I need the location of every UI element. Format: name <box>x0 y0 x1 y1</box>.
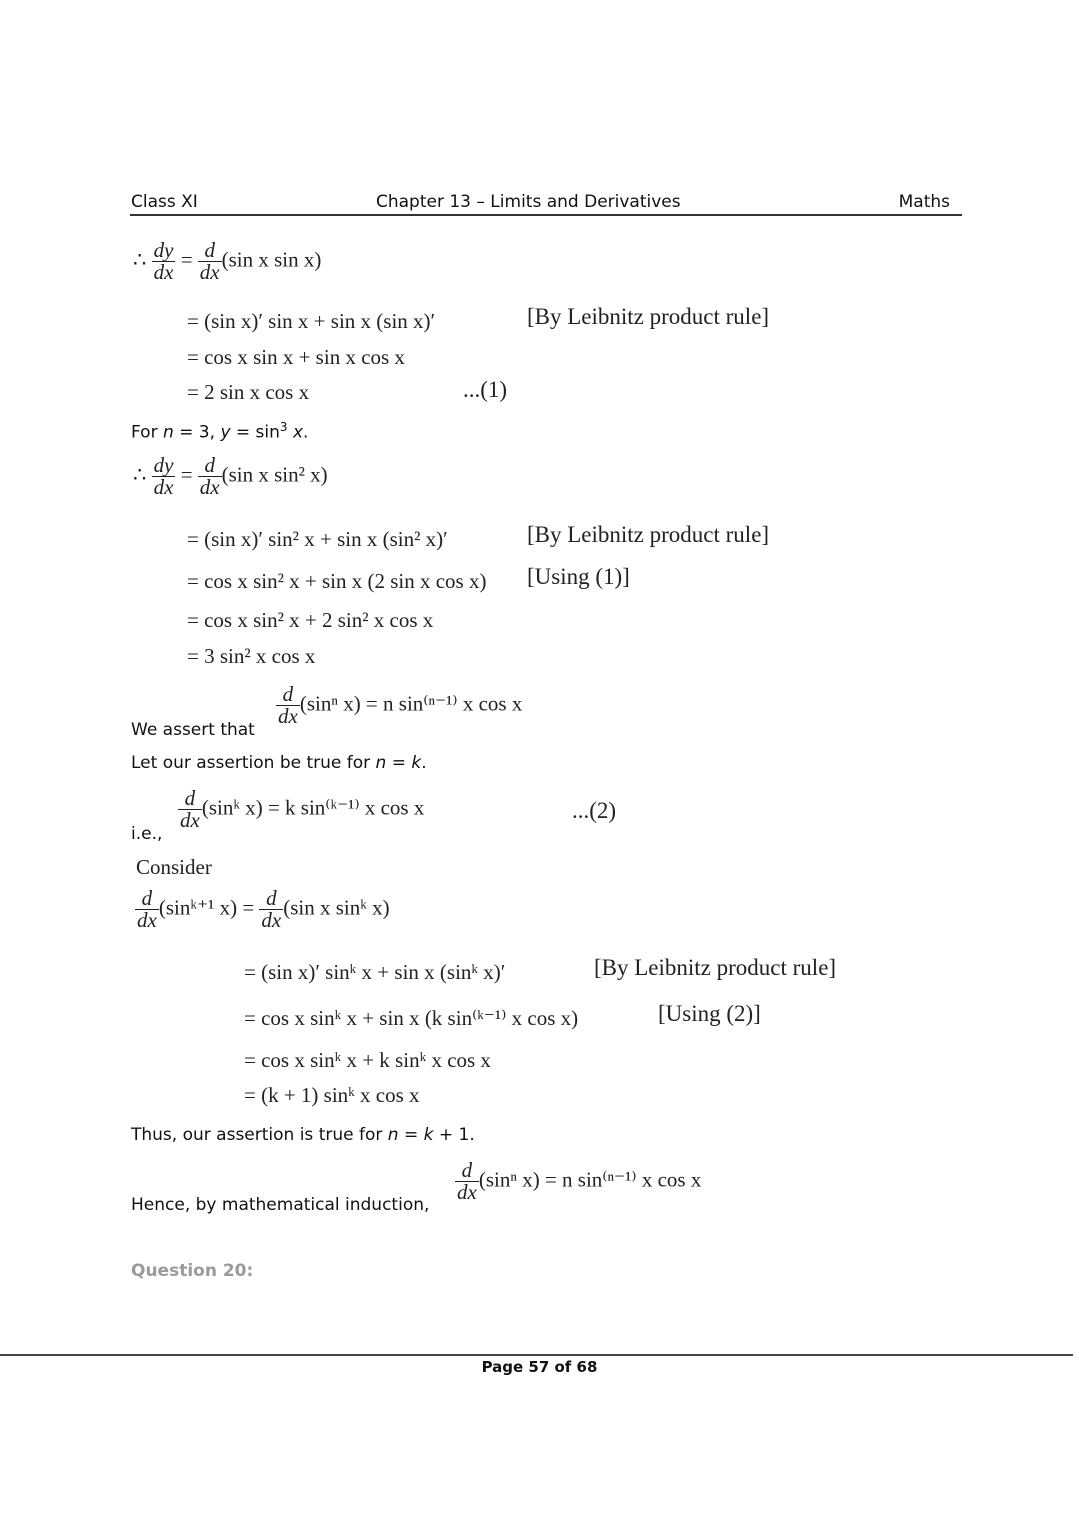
question-heading: Question 20: <box>131 1261 254 1281</box>
consider-label: Consider <box>136 855 212 879</box>
header-class: Class XI <box>131 192 198 212</box>
equation-tag-2: ...(2) <box>572 798 617 823</box>
n3-statement: For n = 3, $y = \sin^3 x$. <box>131 420 309 443</box>
therefore-symbol: ∴ <box>133 247 147 272</box>
conclusion-statement: Thus, our assertion is true for n = k + 1. <box>131 1125 475 1145</box>
consider-first-line: $\frac{d}{dx}$ (sinᵏ⁺¹ x) = $\frac{d}{dx}$ (sin x sinᵏ x) <box>137 886 390 932</box>
assert-label: We assert that <box>131 720 255 740</box>
hence-label: Hence, by mathematical induction, <box>131 1195 430 1215</box>
footer-divider <box>0 1354 1073 1356</box>
ie-formula: $\frac{d}{dx}$ (sinᵏ x) = k sin⁽ᵏ⁻¹⁾ x cos x <box>180 786 425 832</box>
consider-step4: = (k + 1) sinᵏ x cos x <box>244 1083 420 1107</box>
block1-step2: = cos x sin x + sin x cos x <box>187 345 405 369</box>
consider-step3: = cos x sinᵏ x + k sinᵏ x cos x <box>244 1048 491 1072</box>
block2-note-leibnitz: [By Leibnitz product rule] <box>527 522 770 547</box>
block1-first-line: ∴ $\frac{dy}{dx}$ = $\frac{d}{dx}$ (sin x sin x) <box>133 238 322 284</box>
header-subject: Maths <box>898 192 950 212</box>
fraction-dy-dx: $\frac{dy}{dx}$ <box>153 238 174 284</box>
block1-step1: = (sin x)′ sin x + sin x (sin x)′ <box>187 309 436 333</box>
assumption-statement: Let our assertion be true for n = k. <box>131 753 427 773</box>
page-header <box>130 192 962 216</box>
equation-tag-1: ...(1) <box>463 377 508 402</box>
consider-note-using2: [Using (2)] <box>658 1001 761 1026</box>
block2-step1: = (sin x)′ sin² x + sin x (sin² x)′ <box>187 527 448 551</box>
block2-first-line: ∴ $\frac{dy}{dx}$ = $\frac{d}{dx}$ (sin x sin² x) <box>133 453 328 499</box>
page-number: Page 57 of 68 <box>481 1358 598 1376</box>
block1-note-leibnitz: [By Leibnitz product rule] <box>527 304 770 329</box>
block2-expression: (sin x sin² x) <box>221 462 328 487</box>
hence-formula: $\frac{d}{dx}$ (sinⁿ x) = n sin⁽ⁿ⁻¹⁾ x cos x <box>457 1158 702 1204</box>
consider-note-leibnitz: [By Leibnitz product rule] <box>594 955 837 980</box>
block1-step3: = 2 sin x cos x <box>187 380 310 404</box>
block2-note-using1: [Using (1)] <box>527 564 630 589</box>
consider-step1: = (sin x)′ sinᵏ x + sin x (sinᵏ x)′ <box>244 960 506 984</box>
fraction-d-dx: $\frac{d}{dx}$ <box>199 453 220 499</box>
fraction-dy-dx: $\frac{dy}{dx}$ <box>153 453 174 499</box>
block2-step2: = cos x sin² x + sin x (2 sin x cos x) <box>187 569 487 593</box>
block2-step4: = 3 sin² x cos x <box>187 644 316 668</box>
assert-formula: $\frac{d}{dx}$ (sinⁿ x) = n sin⁽ⁿ⁻¹⁾ x cos x <box>278 682 523 728</box>
block1-expression: (sin x sin x) <box>221 247 322 272</box>
ie-label: i.e., <box>131 824 163 844</box>
fraction-d-dx: $\frac{d}{dx}$ <box>199 238 220 284</box>
consider-step2: = cos x sinᵏ x + sin x (k sin⁽ᵏ⁻¹⁾ x cos x) <box>244 1006 579 1030</box>
header-chapter: Chapter 13 – Limits and Derivatives <box>376 192 681 212</box>
block2-step3: = cos x sin² x + 2 sin² x cos x <box>187 608 434 632</box>
